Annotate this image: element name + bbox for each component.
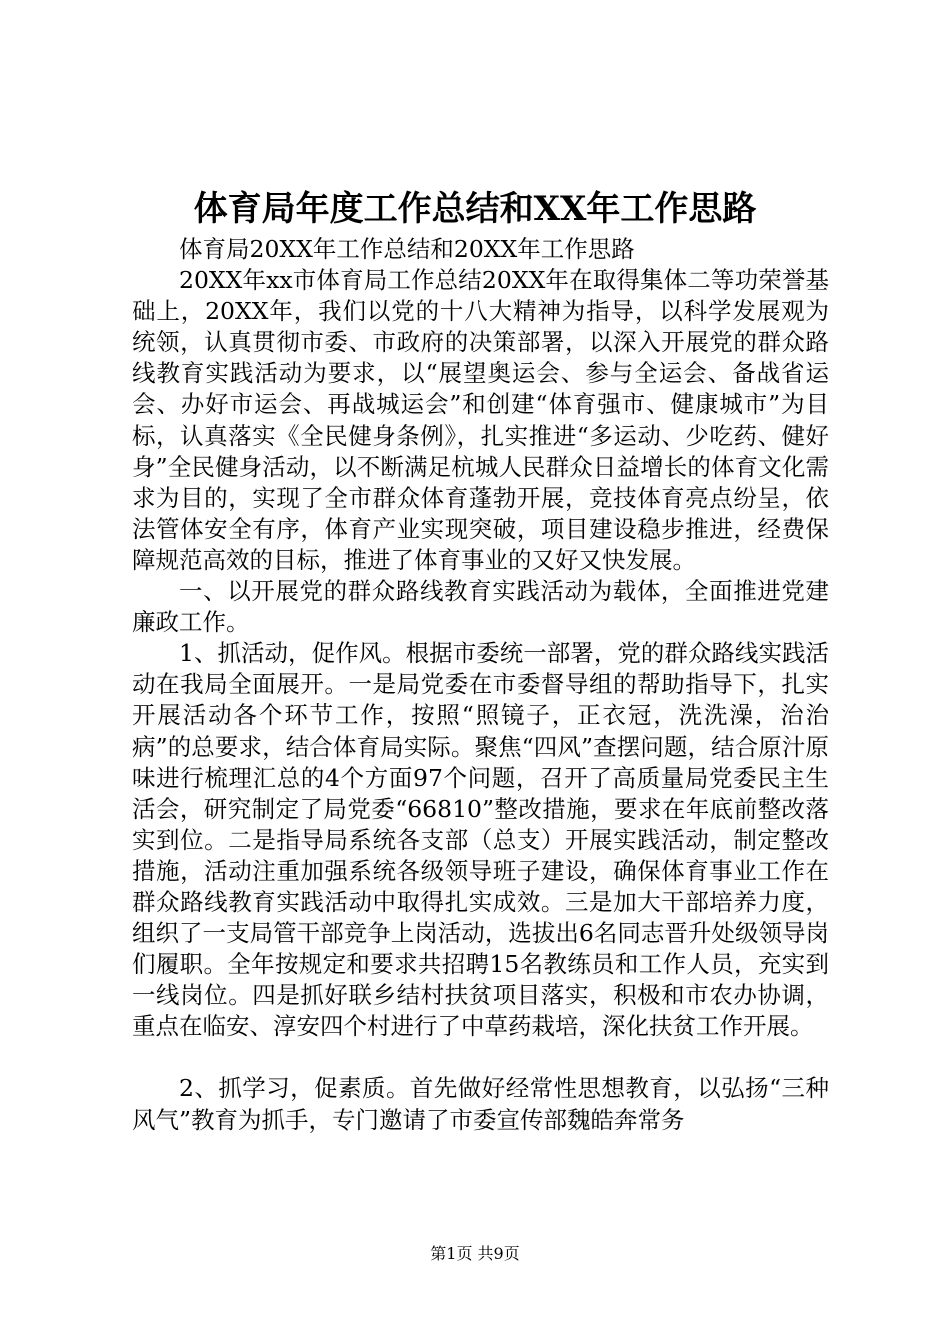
document-title: 体育局年度工作总结和XX年工作思路 bbox=[193, 189, 757, 229]
item-2-paragraph: 2、抓学习，促素质。首先做好经常性思想教育，以弘扬“三种风气”教育为抓手，专门邀请了市委宣传部魏皓奔常务 bbox=[132, 1074, 829, 1134]
document-body bbox=[132, 234, 829, 1136]
item-1-paragraph: 1、抓活动，促作风。根据市委统一部署，党的群众路线实践活动在我局全面展开。一是局党委在市委督导组的帮助指导下，扎实开展活动各个环节工作，按照“照镜子，正衣冠，洗洗澡，治治病”的总要求，结合体育局实际。聚焦“四风”查摆问题，结合原汁原味进行梳理汇总的4个方面97个问题，召开了高质量局党委民主生活会，研究制定了局党委“66810”整改措施，要求在年底前整改落实到位。二是指导局系统各支部（总支）开展实践活动，制定整改措施，活动注重加强系统各级领导班子建设，确保体育事业工作在群众路线教育实践活动中取得扎实成效。三是加大干部培养力度，组织了一支局管干部竞争上岗活动，选拔出6名同志晋升处级领导岗们履职。全年按规定和要求共招聘15名教练员和工作人员，充实到一线岗位。四是抓好联乡结村扶贫项目落实，积极和市农办协调，重点在临安、淳安四个村进行了中草药栽培，深化扶贫工作开展。 bbox=[132, 639, 829, 1041]
subtitle-paragraph: 体育局20XX年工作总结和20XX年工作思路 bbox=[179, 235, 635, 263]
intro-paragraph: 20XX年xx市体育局工作总结20XX年在取得集体二等功荣誉基础上，20XX年，我们以党的十八大精神为指导，以科学发展观为统领，认真贯彻市委、市政府的决策部署，以深入开展党的群众路线教育实践活动为要求，以“展望奥运会、参与全运会、备战省运会、办好市运会、再战城运会”和创建“体育强市、健康城市”为目标，认真落实《全民健身条例》，扎实推进“多运动、少吃药、健好身”全民健身活动，以不断满足杭城人民群众日益增长的体育文化需求为目的，实现了全市群众体育蓬勃开展，竞技体育亮点纷呈，依法管体安全有序，体育产业实现突破，项目建设稳步推进，经费保障规范高效的目标，推进了体育事业的又好又快发展。 bbox=[132, 266, 829, 574]
section-heading-paragraph: 一、以开展党的群众路线教育实践活动为载体，全面推进党建廉政工作。 bbox=[132, 577, 829, 637]
page-number-footer: 第1页 共9页 bbox=[430, 1244, 520, 1263]
